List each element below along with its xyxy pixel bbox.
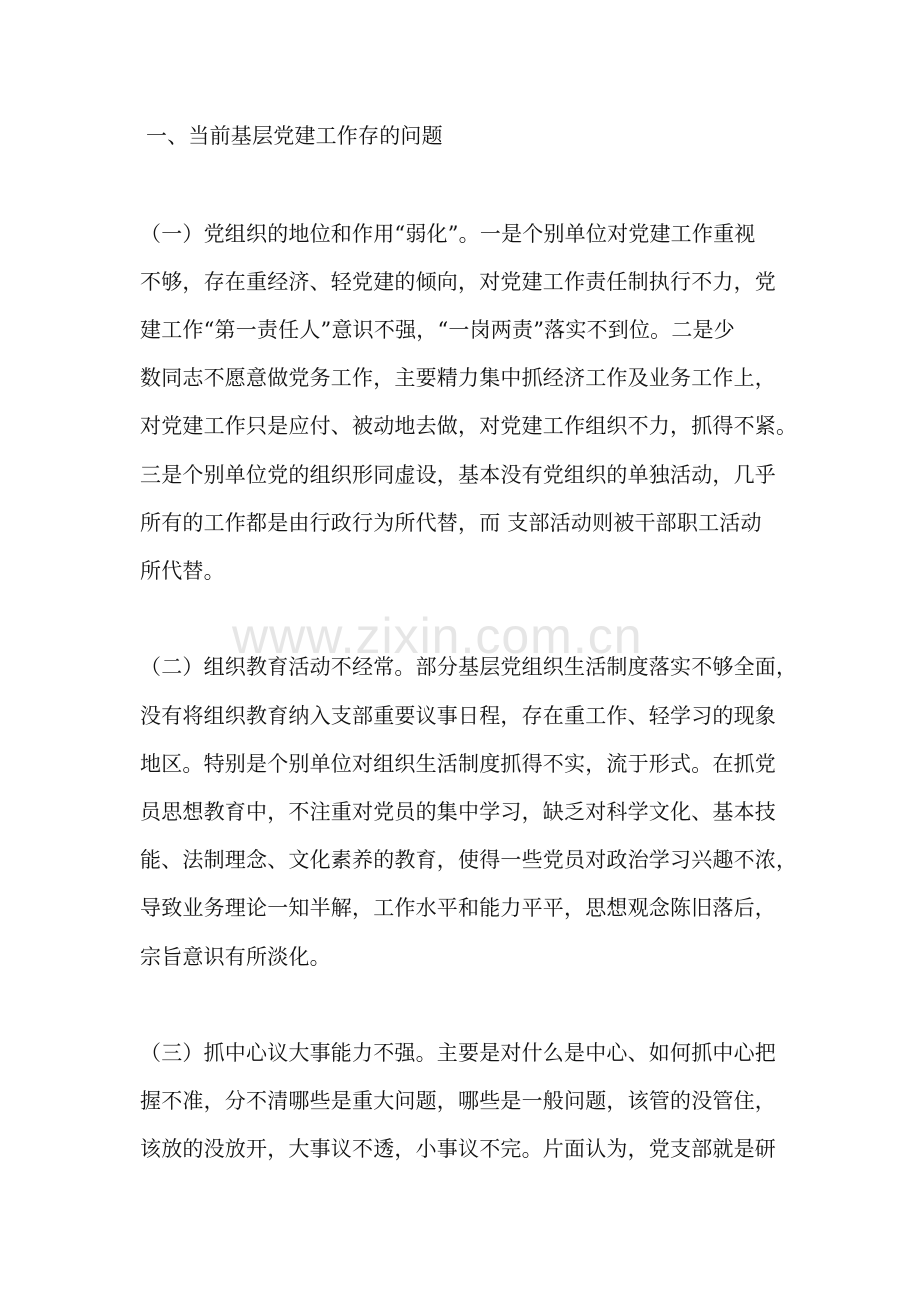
- paragraph-line: 宗旨意识有所淡化。: [140, 945, 331, 969]
- section-heading: 一、当前基层党建工作存的问题: [146, 124, 443, 148]
- paragraph-line: 握不准，分不清哪些是重大问题，哪些是一般问题，该管的没管住，: [140, 1089, 776, 1113]
- paragraph-line: 所代替。: [140, 559, 225, 583]
- paragraph-line: 三是个别单位党的组织形同虚设，基本没有党组织的单独活动，几乎: [140, 463, 776, 487]
- paragraph-line: （一）党组织的地位和作用“弱化”。一是个别单位对党建工作重视: [140, 222, 756, 246]
- paragraph-line: 建工作“第一责任人”意识不强，“一岗两责”落实不到位。二是少: [140, 318, 735, 342]
- paragraph-line: 地区。特别是个别单位对组织生活制度抓得不实，流于形式。在抓党: [140, 752, 776, 776]
- paragraph-line: 数同志不愿意做党务工作，主要精力集中抓经济工作及业务工作上，: [140, 366, 776, 390]
- paragraph-line: 对党建工作只是应付、被动地去做，对党建工作组织不力，抓得不紧。: [140, 414, 798, 438]
- paragraph-line: （二）组织教育活动不经常。部分基层党组织生活制度落实不够全面，: [140, 655, 798, 679]
- paragraph-line: 没有将组织教育纳入支部重要议事日程，存在重工作、轻学习的现象: [140, 704, 776, 728]
- paragraph-line: 导致业务理论一知半解，工作水平和能力平平，思想观念陈旧落后，: [140, 896, 776, 920]
- watermark: www.zixin.com.cn: [232, 608, 643, 664]
- paragraph-line: 不够，存在重经济、轻党建的倾向，对党建工作责任制执行不力，党: [140, 270, 776, 294]
- paragraph-line: 员思想教育中，不注重对党员的集中学习，缺乏对科学文化、基本技: [140, 800, 776, 824]
- paragraph-line: 能、法制理念、文化素养的教育，使得一些党员对政治学习兴趣不浓，: [140, 848, 798, 872]
- paragraph-line: （三）抓中心议大事能力不强。主要是对什么是中心、如何抓中心把: [140, 1041, 776, 1065]
- paragraph-line: 所有的工作都是由行政行为所代替，而 支部活动则被干部职工活动: [140, 511, 762, 535]
- paragraph-line: 该放的没放开，大事议不透，小事议不完。片面认为，党支部就是研: [140, 1137, 776, 1161]
